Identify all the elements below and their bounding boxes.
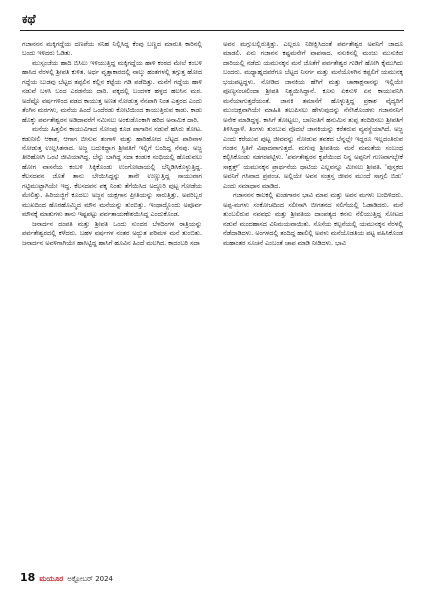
column-divider	[212, 40, 213, 565]
left-column	[22, 40, 202, 248]
paragraph: ಗಜಾನನನ ಕಾಲಕಲ್ಲಿ ಖಂಡಗಾರನ ಭಾವಿ ಮಾವ ಮತ್ತು ಅವನ ಮಗಳು ಬಂದಿಳಿದರು. ಅಪ್ಪ-ಮಗಳು ಸಂಕೋಚದಿಂದ ಸಲೀಸಾಗಿ ಬೀಗತನದ ಸಲಿಗೆಯಲ್ಲಿ ಓಡಾಡಿದರು. ಮನೆ ತುಂಬಲಿರುವ ನವವಧು ಮತ್ತು ಶ್ರೀಪತಿಯ ದಾಂಪತ್ಯದ ಕನಸು ನೆಲಿಯುತ್ತಿದ್ದ ಸೋಟದ ನಡುವೆ ಮಂದಹಾಸದ ವಿನಿಮಯವಾಯಿತು. ಸೊಸೆಯ ಕಲ್ಪನೆಯಲ್ಲಿ ಯಮುನಕ್ಕನ ನೆರಳಲ್ಲಿ ನೆಡೆದಾಡಿದಳು. ಅಂಗಳದಲ್ಲಿ ತಂದಿದ್ದ ಹಾಲಿಲ್ಲಿ ಅವಳು ಮನೆಯೊಡತಿಯ ಪಟ್ಟ ವಹಿಸಿಕೊಂಡ ಮಹಾಂತರ ಸೂಚನೆ ಎಂಬಂತೆ ಚಾಪ ಮಾಡಿ ನೀಡಿದಳು. ಭಾವಿ	[223, 191, 403, 247]
paragraph: ಮುಸ್ಸಂಜೆಯ ಹಾದಿ ಬಿಸಿಲು ಇಳಿಯುತ್ತಿದ್ದ ಮಕ್ಕಿಗದ್ದೆಯ ಹಾಳಿ ಕಂಠದ ಮೇಲೆ ಕಂಬಳಿ ಹಾಸಿದ ನೆರಳಲ್ಲಿ ಶ್ರೀಪತಿ ಕುಳಿತ. ಅರ್ಧ ವೃತ್ತಾಕಾರದಲ್ಲಿ ನಾಲ್ಕು ಹಂತಗಳಲ್ಲಿ ತಗ್ಗುತ್ತ ಹೋದ ಗದ್ದೆಯ ಬುಡವು ಬೆಟ್ಟದ ತಪ್ಪಲಿನ ಕಲ್ಲಿನ ಕಟ್ಟೆಯ ಗಡಿ ಪಡೆದಿತ್ತು. ಮನೆಗೆ ಗದ್ದೆಯ ಹಾಳಿ ನಡುವೆ ಬಳಸಿ ಬಂದ ಎರಡನೆಯ ದಾರಿ. ಪಕ್ಕದಲ್ಲಿ ಬಂದಳಕ ಹಳ್ಳದ ಹಲಸಿನ ಮರ. ಅದೆಷ್ಟೊ ವರ್ಷಗಳಿಂದ ಪಡದ ಕಾಯುತ್ತ ಅಣತ ನೋಡುತ್ತ ನೆನಪಾಗಿ ನಿಂತ ಎತ್ತರದ ಎಂದು ತೆಂಗಿನ ಮರಗಳು, ಮನೆಯ ಹಿಂದೆ ಒಂದೆರಡು ಕೋಟಿಯಿಂದ ಕಾಯುತ್ತಿರುವ ಕಾಡು. ಕಾಡು ಹೊಕ್ಕು ಪರ್ವತೇಶ್ವರನ ಅಡಿದಾವರೆಗೆ ನಮಿಸಲು ಅಂಕುಡೊಂಕಾಗಿ ಹರಿದ ಅನಾಮಿಕ ದಾರಿ.	[22, 58, 202, 124]
paragraph: ಮನೆಯ ಹಿತ್ತಲಿನ ಕಾಯುವಿಗಾದ ಸೋಂಪು ಕೂಡ ಪಾಗಾರಿನ ನಡುವೆ ಹಸಿರು ತೋಟ. ಕಡುನೀಲಿ ಆಕಾಶ, ಆಗಾಗ ಬೀಸುವ ತಂಗಾಳಿ ಮತ್ತು ಹಾರಿಹೋದ ಬೆಟ್ಟದ ಪಾರಿವಾಳ ನೋಡುತ್ತ ಉಲ್ಲಸಿತನಾದ. ಅಜ್ಜ ಬದುಕಿದ್ದಾಗ ಶ್ರೀಪತಿಗೆ ಇಲ್ಲಿಗೆ ಬಂದಿದ್ದ ನೆನಪು. ಅಜ್ಜ ತೀರಿಹೋಗಿ ಒಂಟಿ ಜೀವಿಯಾಗಿದ್ದ. ಬೆನ್ನು ಬಾಗಿದ್ದ ಸದಾ ಕಂಡುಕ ಸಂಧಿಯಲ್ಲಿ ಹೊಡುವಲು ಹೋಗ ವಾಸನೆಯ ಕಂಬಳಿ ಸಿಕ್ಕಿಕೊಂಡು ಉಂಗೋಟಾಯಲ್ಲಿ ಬೆನ್ನಿಡಿಸಿಕೊಳ್ಳುತ್ತಿದ್ದ. ಕೆಲಸದವನ ಜೊತೆ ತಾನು ಬೇಯಿಸಿದ್ದನ್ನು ತಾನೇ ಉಣ್ಣುತ್ತಿದ್ದ ಸಾಯುವಾಗ ಗಟ್ಟಿಮುಟ್ಟಾಗಿಯೇ ಇದ್ದ. ಕೆಲಸದವನ ಪಕ್ಕ ನಿಂತು ತೆಗೆಯಿಸಿದ ಅದ್ದೂರಿ ಪುಟ್ಟ ಗೋಡೆಯ ಮೇಲಿತ್ತು. ಹಿರಿಯಜ್ಜಿಗೆ ಕೂದಲು ಅಜ್ಜನ ಯಕ್ಷಗಾನ ಪ್ರೀತಿಯನ್ನು ಸಾರುತ್ತಿತ್ತು. ಅವರಿಬ್ಬರ ಮುಖದಿಂದ ಹೊರಹೊಮ್ಮಿದ ಮೌನ ಮನೆಯನ್ನು ತುಂಬಿತ್ತು. ಇಂಥಾದ್ದೊಂದು ಅಪೂರ್ವ ಮೌನಕ್ಕೆ ಮಾತುಗಳು ತಾನು ಇಷ್ಟಪಟ್ಟು ಪರ್ವತಾಯಣೇಶಯಿಸಿದ್ದ ಎಂದುಕೊಂಡ.	[22, 125, 202, 219]
issue-date: ಅಕ್ಟೋಬರ್ 2024	[67, 575, 114, 583]
page-footer	[20, 571, 113, 589]
paragraph: ಅವನ ಮಗ್ಗುಲಲ್ಲಿರುತ್ತಿತ್ತು. ಎಲ್ಲರೂ ನಿರೀಕ್ಷಿಸಿದಂತೆ ಪರ್ವತೇಶ್ವರ ಅವನಿಗೆ ಜಾದೂ ಮಾಡಲಿ. ಏನು ಗಜಾನನ ಕಷ್ಟಮನೇಗೆ ವಾಪಸಾದ. ನಸುಕಿನಲ್ಲಿ ಮಂಜು ಮುಸುಕಿದ ದಾರಿಯಲ್ಲಿ ನಡೆದು ಯಮುನಕ್ಕನ ಮನೆ ಜೊತೆಗೆ ಪರ್ವತೇಶ್ವರ ಗುಡಿಗೆ ಹೋಗಿ ಕೈಮುಗಿದು ಬಂದರು. ಮಧ್ಯಾಹ್ನದವರೆಗೂ ಬೆಟ್ಟದ ನಿಸರ್ಗ ಮತ್ತು ಮನೆಯೊಳಗಿನ ಕಪ್ಪಲಿಗೆ ಯಮುನಕ್ಕ ಭಯಪಟ್ಟದ್ದಳು. ನೋಡಿದ ಜಾನಕಿಯ ಹೆಗಿಗೆ ಮತ್ತು ಚಾಣಾಕ್ಷನಾನನ್ನು ಇಲ್ಲಿಯೇ ಪೂಣ್ಯಸಂಚಲಿಂದಾ ಶ್ರೀಪತಿ ನಿಶ್ಚಯಿಸಿದ್ದಾನೆ. ಕೂಸು ಏಕಸುಳಿ ಏನ ಕಾಯುವನಿಗಿ ಮನೆಯಾಗುತ್ತದೆಯಂತೆ. ಜಾನಕಿ ತಮಾಸೆಗೆ ಹೊಳ್ಳುತ್ತಿದ್ದ ಪ್ರಕಾಶ ವೈದ್ಯರಿಗೆ ಮುಂಜಕ್ಷವಾಗಿಯೇ ಮಾಹಿತಿ ತಲುಪಿಸಲು ಹೇಳುವುದನ್ನು ನೆನೆಸಿಕೊಂಡಳು ಗಜಾನನನಿಗೆ ಅನೇಕ ಮಾಡಿದ್ದಳ್ಳ. ಕಾಸಿಗೆ ತೋಟ್ಟಲು, ಬಾಣಂತಿಗೆ ಹನುಮಿನ ತುಪ್ಪ ತಂದಿರಿಸಲು ಶ್ರೀಪತಿಗೆ ತಿಳಿಸಿದ್ದಾಳೆ. ತಿಂಗಳು ತುಂಬುವ ವೊದಲೆ ಜಾನಕಿಯನ್ನು ಕರೆತರುವ ವ್ಯವಸ್ಥೆಯಾಗಿದೆ. ಅಜ್ಜ ಎಂದು ಕರೆಯುವ ಪುಟ್ಟ ಜೀವವನ್ನು ನೋಡುವ ತವಕದ ಬೆನ್ನಲ್ಲೇ ಇದ್ದರೂ ಇಲ್ಲದಂತಿರುವ ಗಂಡನ ಸ್ಥಿತಿಗೆ ವಿಷಾದವಾಗುತ್ತದೆ. ಮಗುವು ಶ್ರೀಪತಿಯ ಮನೆ ಮಮತೆಯ ಸಂಬಂಧ ಕಲ್ಪಿಸಿಕೊಂಡು ಸಡಗರಪಟ್ಟಿಳು. 'ಪರ್ವತೇಶ್ವರನ ಕೃಪೆಯಿಂದ ನಿನ್ನ ಅಪ್ಪನಿಗೆ ಗುಣವಾಗಬ್ಬೇಕೆ ಸಾಕ್ಷತ್ತ್' ಯಮುನಕ್ಕನ ಪ್ರಾರ್ಥನೆಯ ಧಾಟಿಯ ಎಲ್ಲವನ್ನೂ ಮೀಸಲು ಶ್ರೀಪತಿ. 'ಪುಸ್ತಕದ ಅವನಿಗೆ ಗಸಿವಾದ ಪ್ರಪಂಚ. ಅಲ್ಲಿಯೇ ಅವನ ಸಂತ್ರಸ್ತ ಜೀವನ ಮುಂದೆ ಸಾಗ್ಗಲಿ ಬಿಡು' ಎಂದು ಸಮಾಧಾನ ಮಾಡಿದ.	[223, 40, 403, 190]
paragraph: ಜನಾರ್ದನ ದಂಪತಿ ಮತ್ತು ಶ್ರೀಪತಿ ಒಂದು ಸುಂದರ ಬೆಳದಿಂಗಳ ರಾತ್ರಿಯನ್ನು ಪರ್ವತೇಶ್ವರದಲ್ಲಿ ಕಳೆದರು. ಬಹಳ ವರ್ಷಗಳ ನಂತರ ಅದ್ಭುತ ಪರಿಮಳ ಮನೆ ತುಂಬಿತು. ಜನಾರ್ದನ ಅವಳಿಗಾಗಿಯೇ ಹಾಸಿಟ್ಟಿದ್ದ ಹಾಸಿಗೆ ಹೂವಿನ ಹಿಂದೆ ಮಲಗಿದ. ಕಾದಂಬರಿ ಸದಾ	[22, 219, 202, 247]
right-column	[223, 40, 403, 248]
section-label: ಕಥೆ	[22, 12, 36, 26]
magazine-name: ಮಯೂರ	[39, 574, 64, 583]
page-header	[20, 12, 404, 31]
page-number: 18	[20, 571, 36, 584]
paragraph: ಗಜಾನನನ ಮಕ್ಕಿಗದ್ದೆಯ ದಣಪೆಯ ಸನಿಹ ನಿಲ್ಲಿಸಿದ್ದ ಕೆಂಪು ಬಣ್ಣದ ಮಾರುತಿ ಕಾರಿನಲ್ಲಿ ಬಂದು ಇಳಿದರು ಓಡಿತು.	[22, 40, 202, 58]
